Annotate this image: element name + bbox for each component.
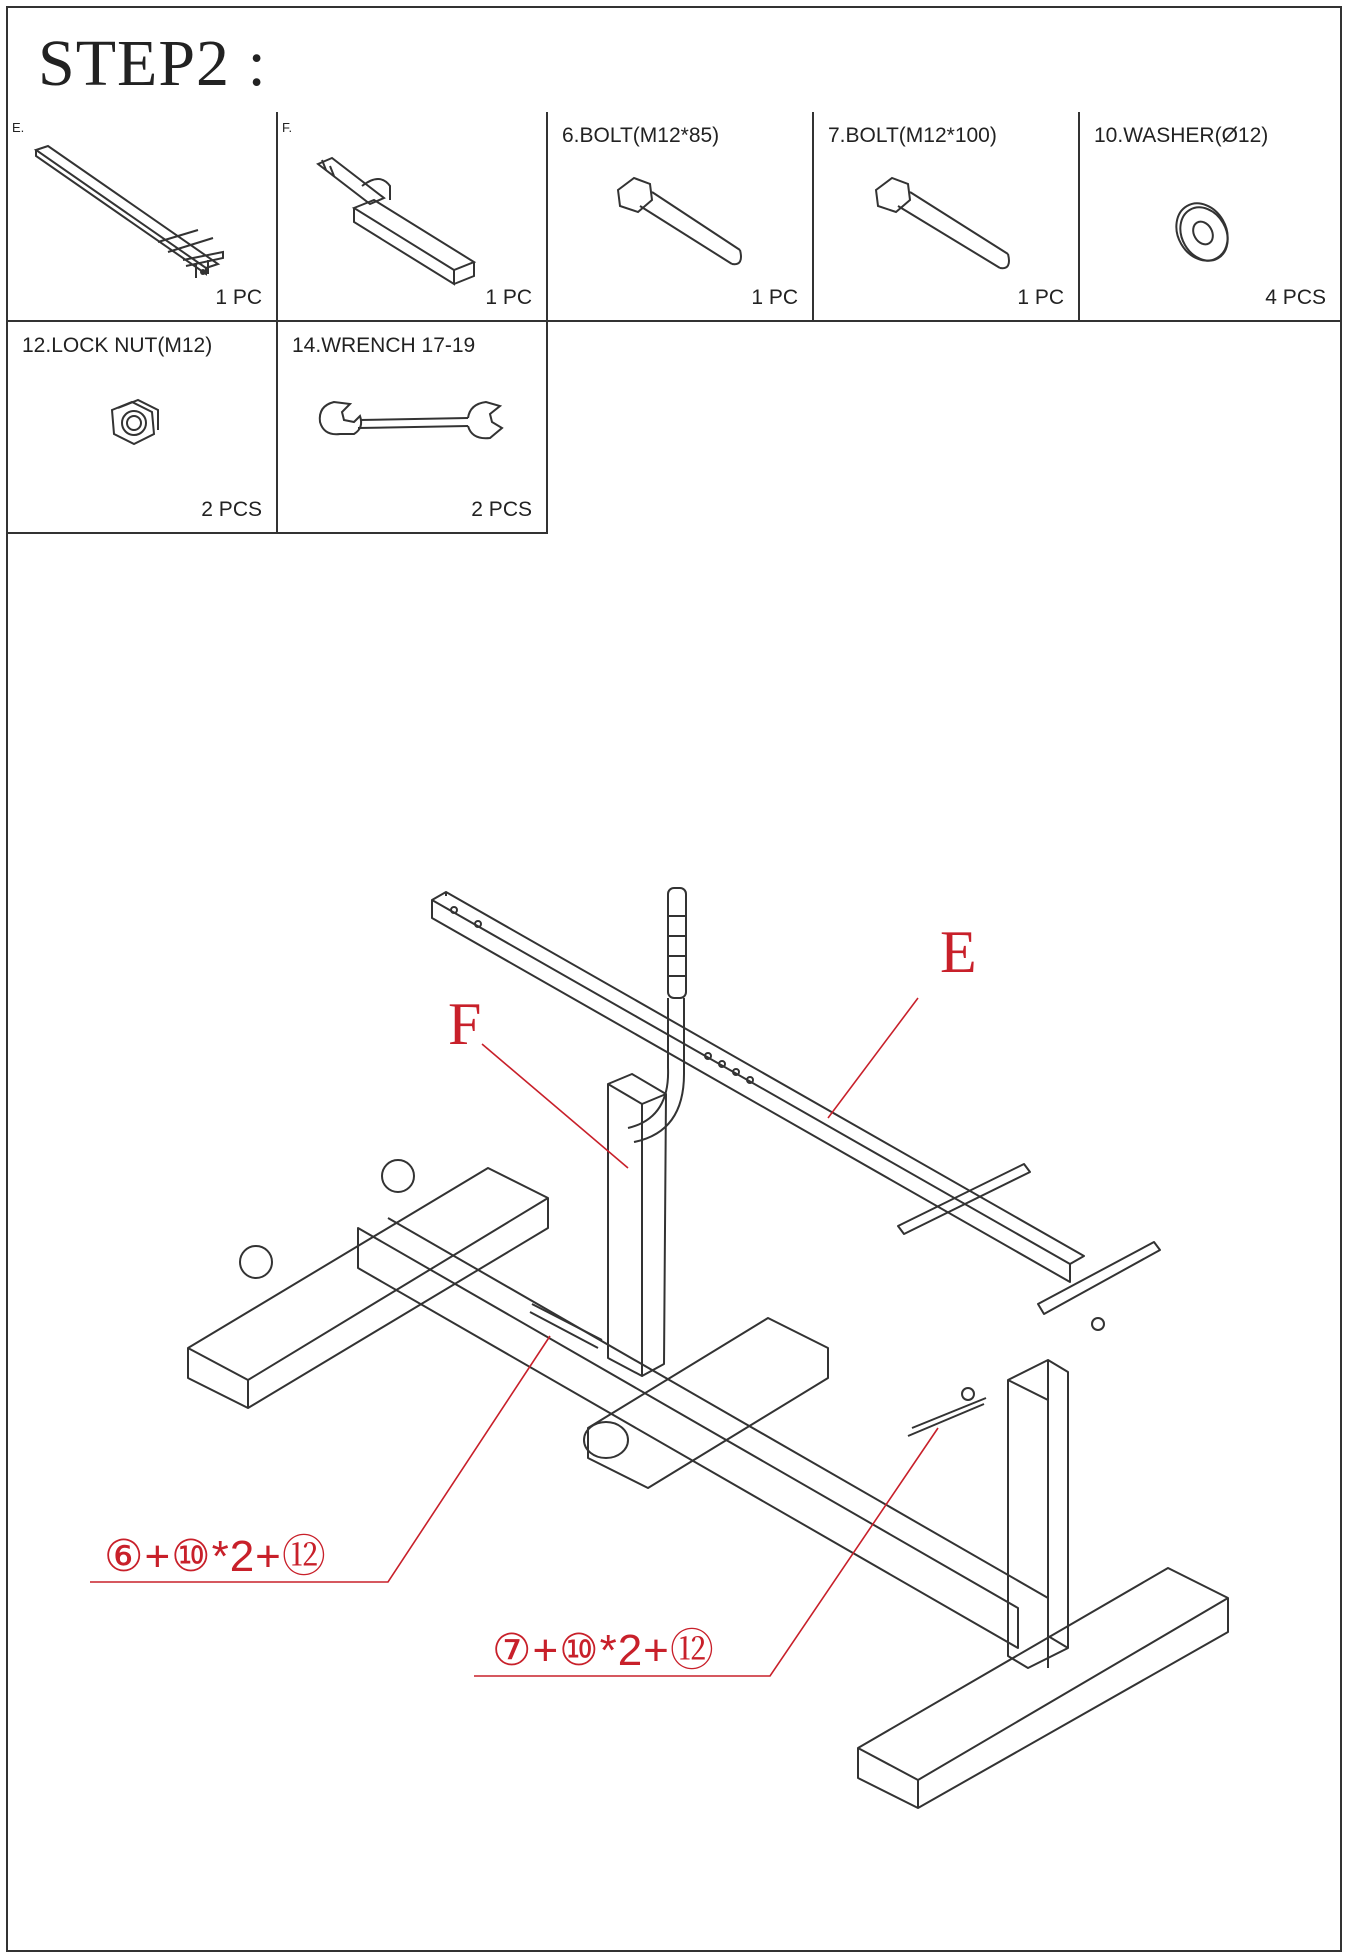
- part-name: 10.WASHER(Ø12): [1094, 124, 1269, 147]
- part-qty: 2 PCS: [201, 498, 262, 521]
- part-qty: 1 PC: [215, 286, 262, 309]
- part-qty: 4 PCS: [1265, 286, 1326, 309]
- label-e: E: [940, 919, 977, 985]
- part-qty: 1 PC: [751, 286, 798, 309]
- part-name: E.: [12, 120, 25, 135]
- part-name: 6.BOLT(M12*85): [562, 124, 720, 147]
- assembly-page: [6, 6, 1342, 1952]
- part-name: 14.WRENCH 17-19: [292, 334, 476, 357]
- callout-bolt-7: ⑦+⑩*2+⑫: [492, 1626, 715, 1675]
- part-qty: 1 PC: [1017, 286, 1064, 309]
- callout-bolt-6: ⑥+⑩*2+⑫: [104, 1532, 327, 1581]
- part-name: 12.LOCK NUT(M12): [22, 334, 213, 357]
- part-name: F.: [282, 120, 293, 135]
- part-name: 7.BOLT(M12*100): [828, 124, 997, 147]
- step-title: STEP2 :: [38, 27, 267, 100]
- part-qty: 2 PCS: [471, 498, 532, 521]
- part-qty: 1 PC: [485, 286, 532, 309]
- label-f: F: [448, 991, 482, 1057]
